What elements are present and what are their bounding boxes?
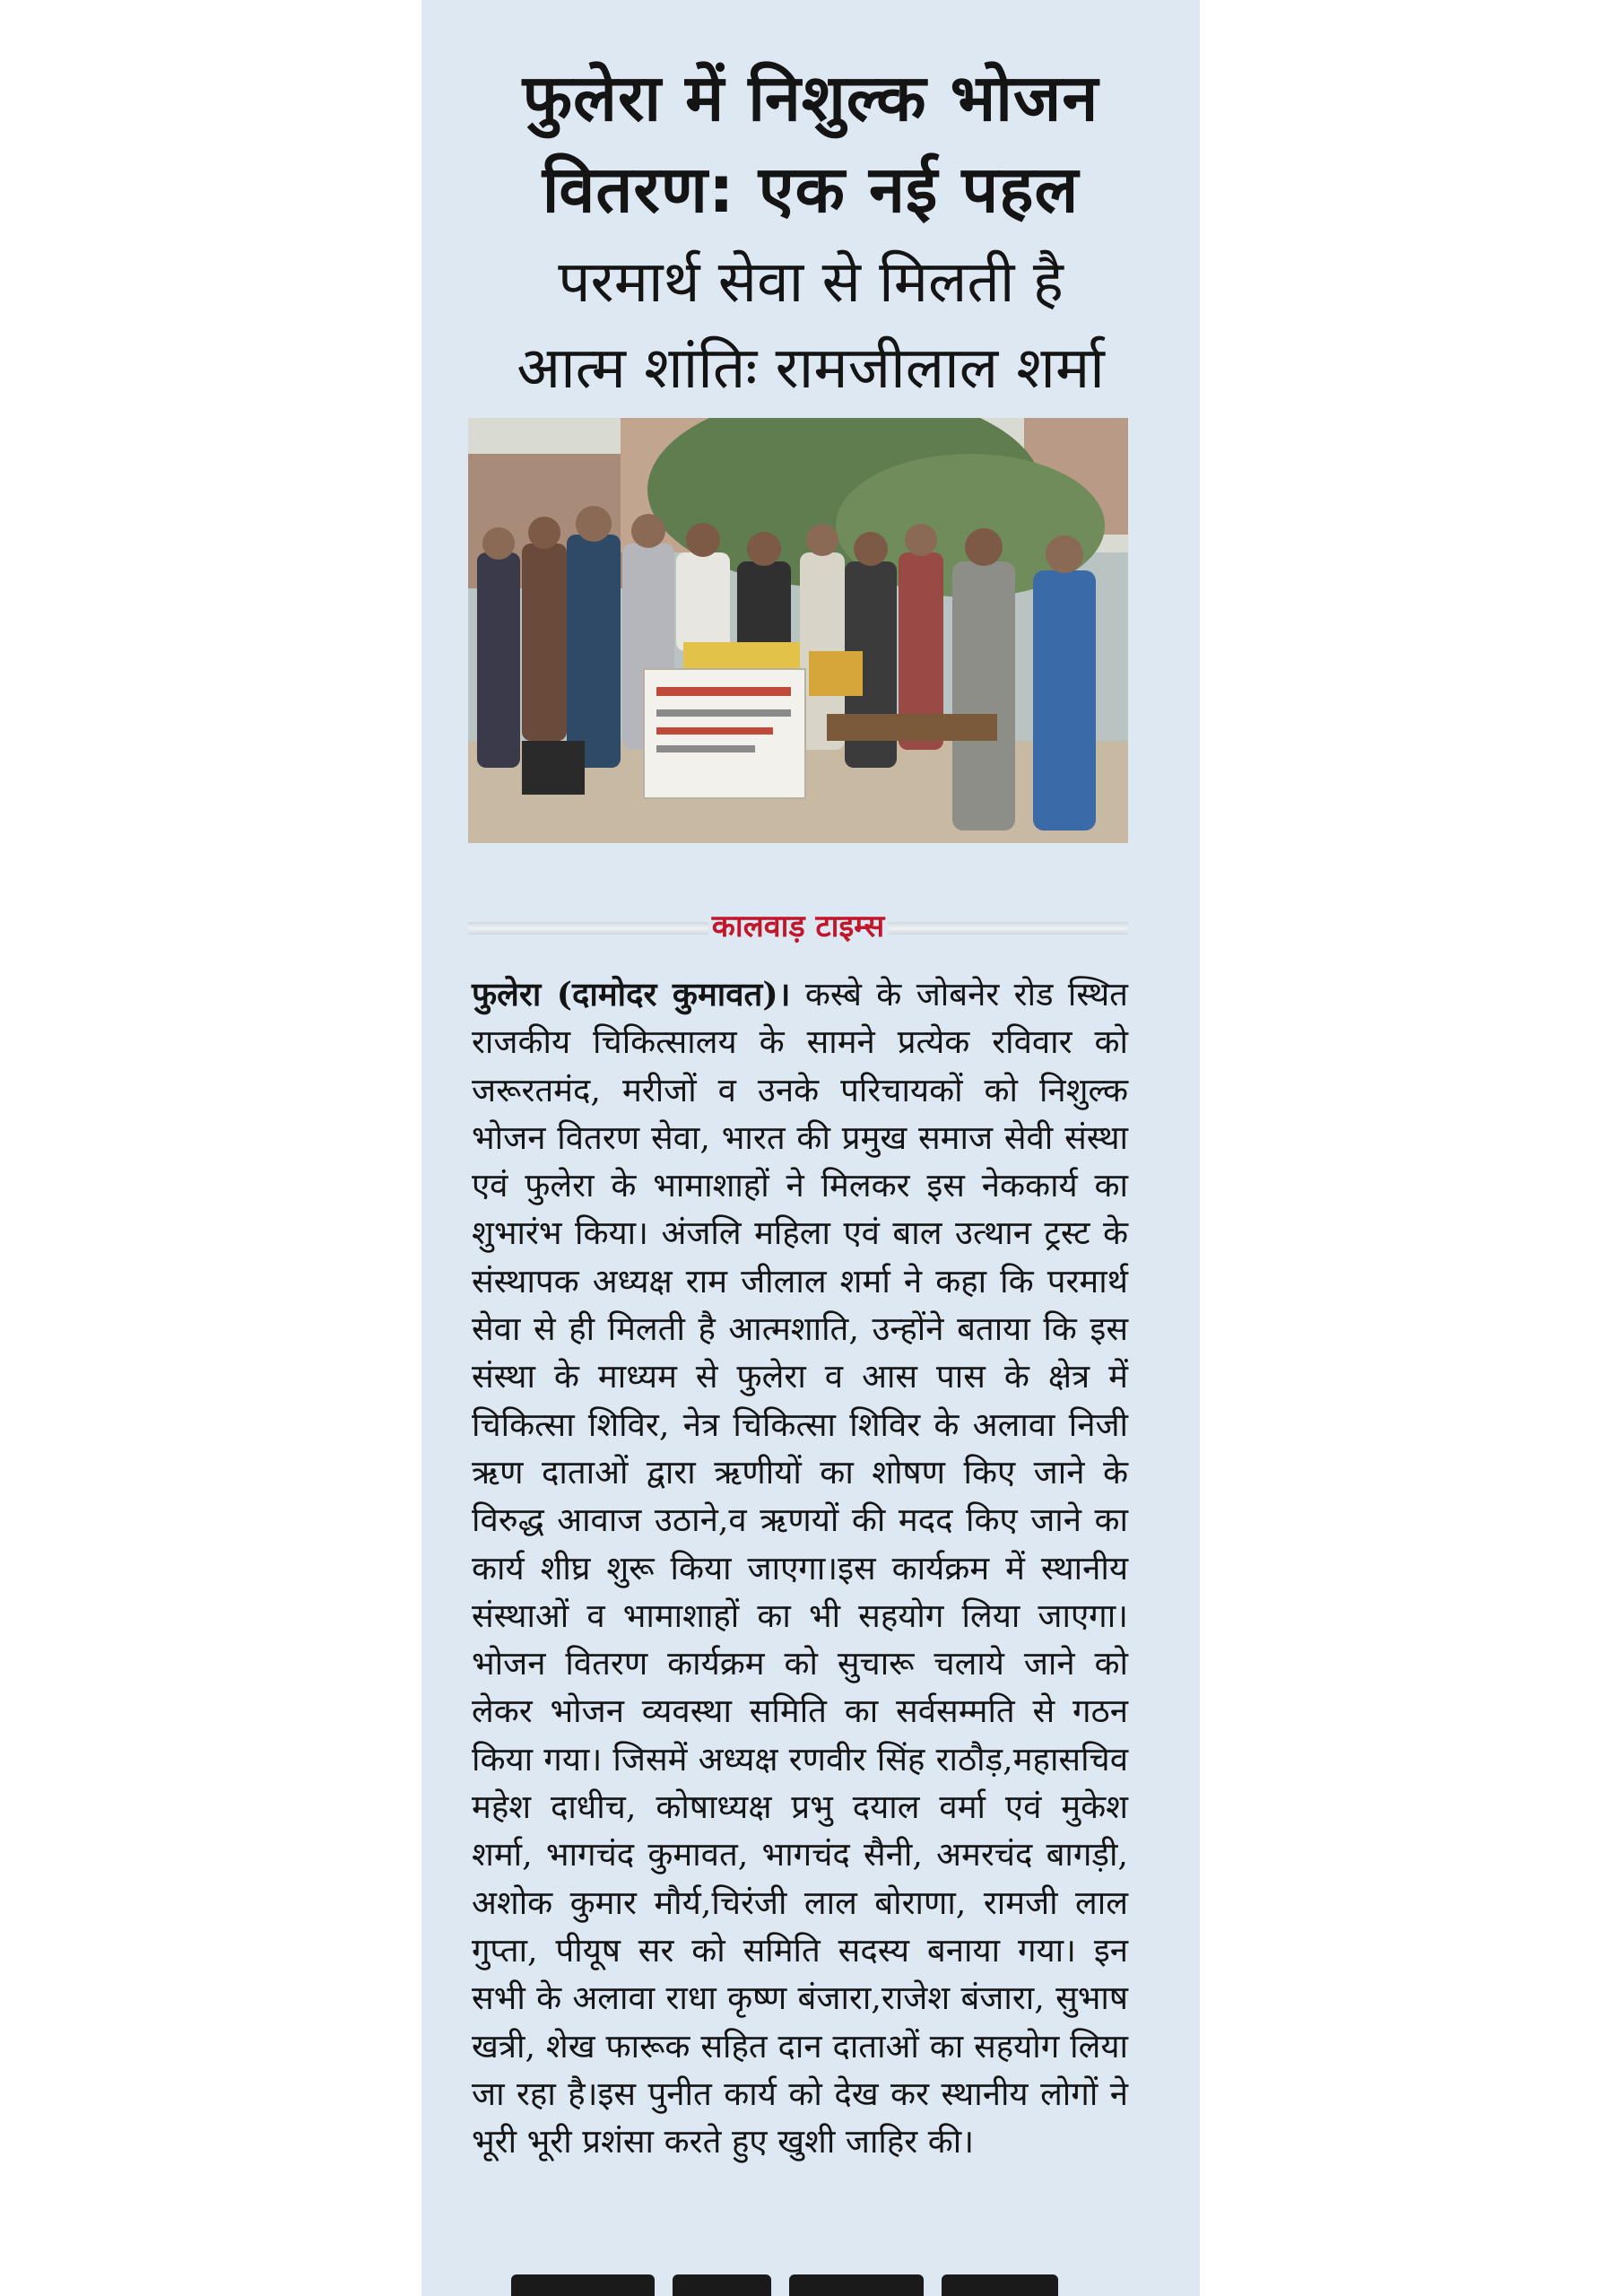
masthead — [468, 906, 1128, 947]
photo-crate — [809, 651, 863, 696]
photo-banner-line — [656, 709, 791, 717]
next-headline-fragment — [511, 2274, 1067, 2296]
photo-bench — [827, 714, 997, 741]
subheadline-line-1: परमार्थ सेवा से मिलती है — [558, 249, 1064, 316]
news-photo — [468, 418, 1128, 843]
headline-line-2: वितरण: एक नई पहल — [542, 152, 1080, 227]
article-body-text: कस्बे के जोबनेर रोड स्थित राजकीय चिकित्सालय के सामने प्रत्येक रविवार को जरूरतमंद, मरीजों व उनके परिचायकों को निशुल्क भोजन वितरण सेवा, भारत की प्रमुख समाज सेवी संस्था एवं फुलेरा के भामाशाहों ने मिलकर इस नेककार्य का शुभारंभ किया। अंजलि महिला एवं बाल उत्थान ट्रस्ट के संस्थापक अध्यक्ष राम जीलाल शर्मा ने कहा कि परमार्थ सेवा से ही मिलती है आत्मशाति, उन्होंने बताया कि इस संस्था के माध्यम से फुलेरा व आस पास के क्षेत्र में चिकित्सा शिविर, नेत्र चिकित्सा शिविर के अलावा निजी ऋण दाताओं द्वारा ऋणीयों का शोषण किए जाने के विरुद्ध आवाज उठाने,व ऋणयों की मदद किए जाने का कार्य शीघ्र शुरू किया जाएगा।इस कार्यक्रम में स्थानीय संस्थाओं व भामाशाहों का भी सहयोग लिया जाएगा। भोजन वितरण कार्यक्रम को सुचारू चलाये जाने को लेकर भोजन व्यवस्था समिति का सर्वसम्मति से गठन किया गया। जिसमें अध्यक्ष रणवीर सिंह राठौड़,महासचिव महेश दाधीच, कोषाध्यक्ष प्रभु दयाल वर्मा एवं मुकेश शर्मा, भागचंद कुमावत, भागचंद सैनी, अमरचंद बागड़ी, अशोक कुमार मौर्य,चिरंजी लाल बोराणा, रामजी लाल गुप्ता, पीयूष सर को समिति सदस्य बनाया गया। इन सभी के अलावा राधा कृष्ण बंजारा,राजेश बंजारा, सुभाष खत्री, शेख फारूक सहित दान दाताओं का सहयोग लिया जा रहा है।इस पुनीत कार्य को देख कर स्थानीय लोगों ने भूरी भूरी प्रशंसा करते हुए खुशी जाहिर की। — [472, 975, 1128, 2161]
subheadline-line-2: आत्म शांतिः रामजीलाल शर्मा — [517, 335, 1105, 402]
photo-banner-line — [656, 745, 755, 752]
photo-black-crate — [522, 741, 585, 795]
news-clipping — [421, 0, 1200, 2296]
article-body — [472, 970, 1128, 2165]
masthead-title: कालवाड़ टाइम्स — [708, 906, 888, 947]
article-byline: फुलेरा (दामोदर कुमावत)। — [472, 975, 791, 1013]
group-photo-illustration — [468, 418, 1128, 843]
photo-banner-line — [656, 727, 773, 735]
photo-banner-line — [656, 687, 791, 696]
photo-bananas — [683, 642, 800, 669]
headline-line-1: फुलेरा में निशुल्क भोजन — [522, 60, 1099, 135]
